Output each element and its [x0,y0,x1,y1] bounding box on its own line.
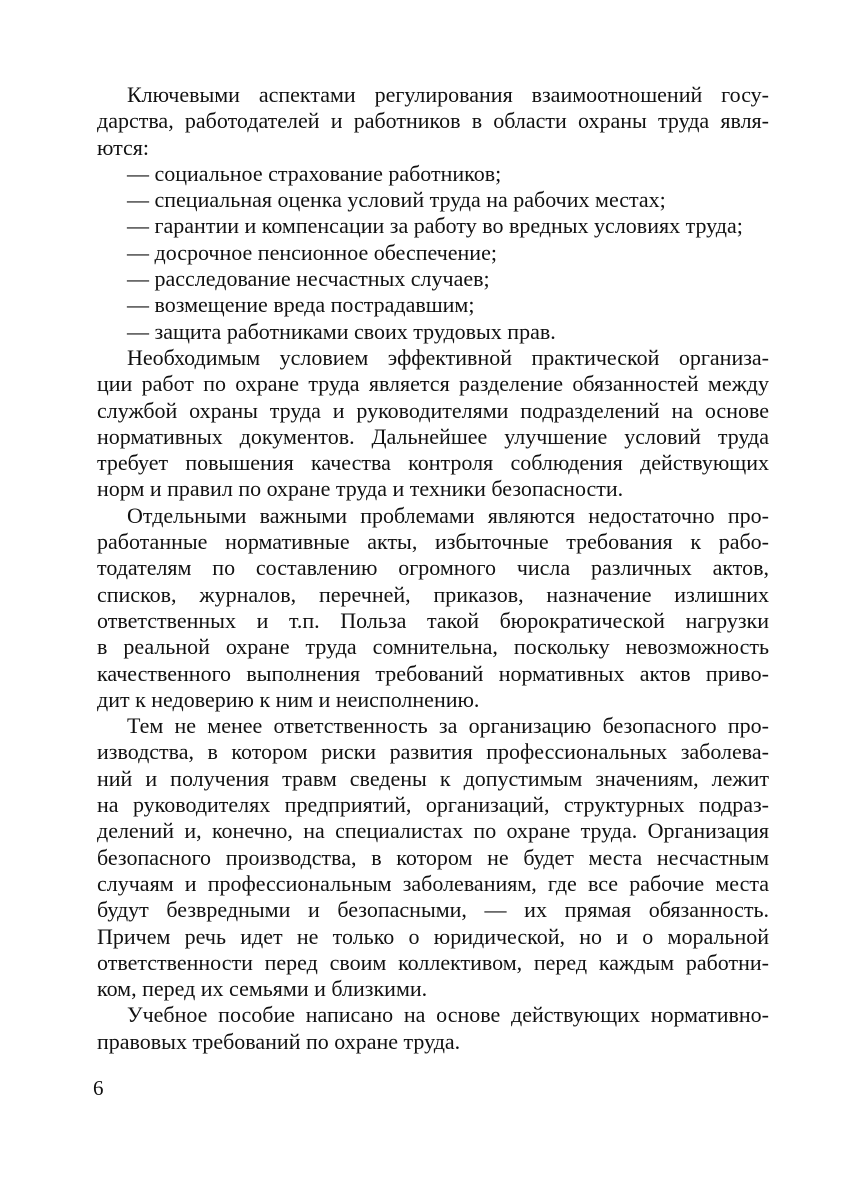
text-line: случаям и профессиональным заболеваниям, где все рабочие места [97,870,769,896]
paragraph-problems [97,503,769,713]
list-item: — расследование несчастных случаев; [127,266,490,292]
text-line: нормативных документов. Дальнейшее улучшение условий труда [97,423,769,449]
text-line: тодателям по составлению огромного числа различных актов, [97,555,769,581]
aspects-list [97,161,769,345]
text-line: работанные нормативные акты, избыточные требования к рабо- [97,529,769,555]
list-item: — досрочное пенсионное обеспечение; [127,239,497,265]
text-line: Отдельными важными проблемами являются недостаточно про- [127,502,769,528]
text-line: требует повышения качества контроля соблюдения действующих [97,450,769,476]
text-line: Ключевыми аспектами регулирования взаимоотношений госу- [127,82,769,107]
text-line: дарства, работодателей и работников в области охраны труда явля- [97,108,769,134]
text-line: безопасного производства, в котором не будет места несчастным [97,844,769,870]
text-line: ответственных и т.п. Польза такой бюрократической нагрузки [97,607,769,633]
paragraph-intro [97,82,769,161]
paragraph-conditions [97,345,769,503]
page-body [97,82,769,1055]
text-line: делений и, конечно, на специалистах по охране труда. Организация [97,818,769,844]
text-line: ются: [97,134,150,160]
text-line: норм и правил по охране труда и техники безопасности. [97,476,624,502]
page-number: 6 [93,1076,104,1100]
text-line: службой охраны труда и руководителями подразделений на основе [97,397,769,423]
text-line: на руководителях предприятий, организаций, структурных подраз- [97,792,769,818]
text-line: списков, журналов, перечней, приказов, назначение излишних [97,581,769,607]
text-line: дит к недоверию к ним и неисполнению. [97,686,480,712]
list-item: — защита работниками своих трудовых прав. [127,318,556,344]
text-line: Учебное пособие написано на основе действующих нормативно- [127,1002,769,1028]
text-line: правовых требований по охране труда. [97,1028,461,1054]
list-item: — возмещение вреда пострадавшим; [127,292,475,318]
text-line: ком, перед их семьями и близкими. [97,976,428,1002]
paragraph-textbook [97,1002,769,1055]
text-line: ответственности перед своим коллективом, перед каждым работни- [97,949,769,975]
text-line: изводства, в котором риски развития профессиональных заболева- [97,739,769,765]
text-line: будут безвредными и безопасными, — их прямая обязанность. [97,897,769,923]
text-line: Необходимым условием эффективной практической организа- [127,344,769,370]
text-line: ний и получения травм сведены к допустимым значениям, лежит [97,765,769,791]
text-line: Тем не менее ответственность за организацию безопасного про- [127,713,769,739]
text-line: качественного выполнения требований нормативных актов приво- [97,660,769,686]
text-line: в реальной охране труда сомнительна, поскольку невозможность [97,634,769,660]
paragraph-responsibility [97,713,769,1002]
list-item: — специальная оценка условий труда на рабочих местах; [127,187,666,213]
text-line: ции работ по охране труда является разделение обязанностей между [97,371,769,397]
list-item: — социальное страхование работников; [127,160,502,186]
list-item: — гарантии и компенсации за работу во вредных условиях труда; [127,213,743,239]
text-line: Причем речь идет не только о юридической, но и о моральной [97,923,769,949]
